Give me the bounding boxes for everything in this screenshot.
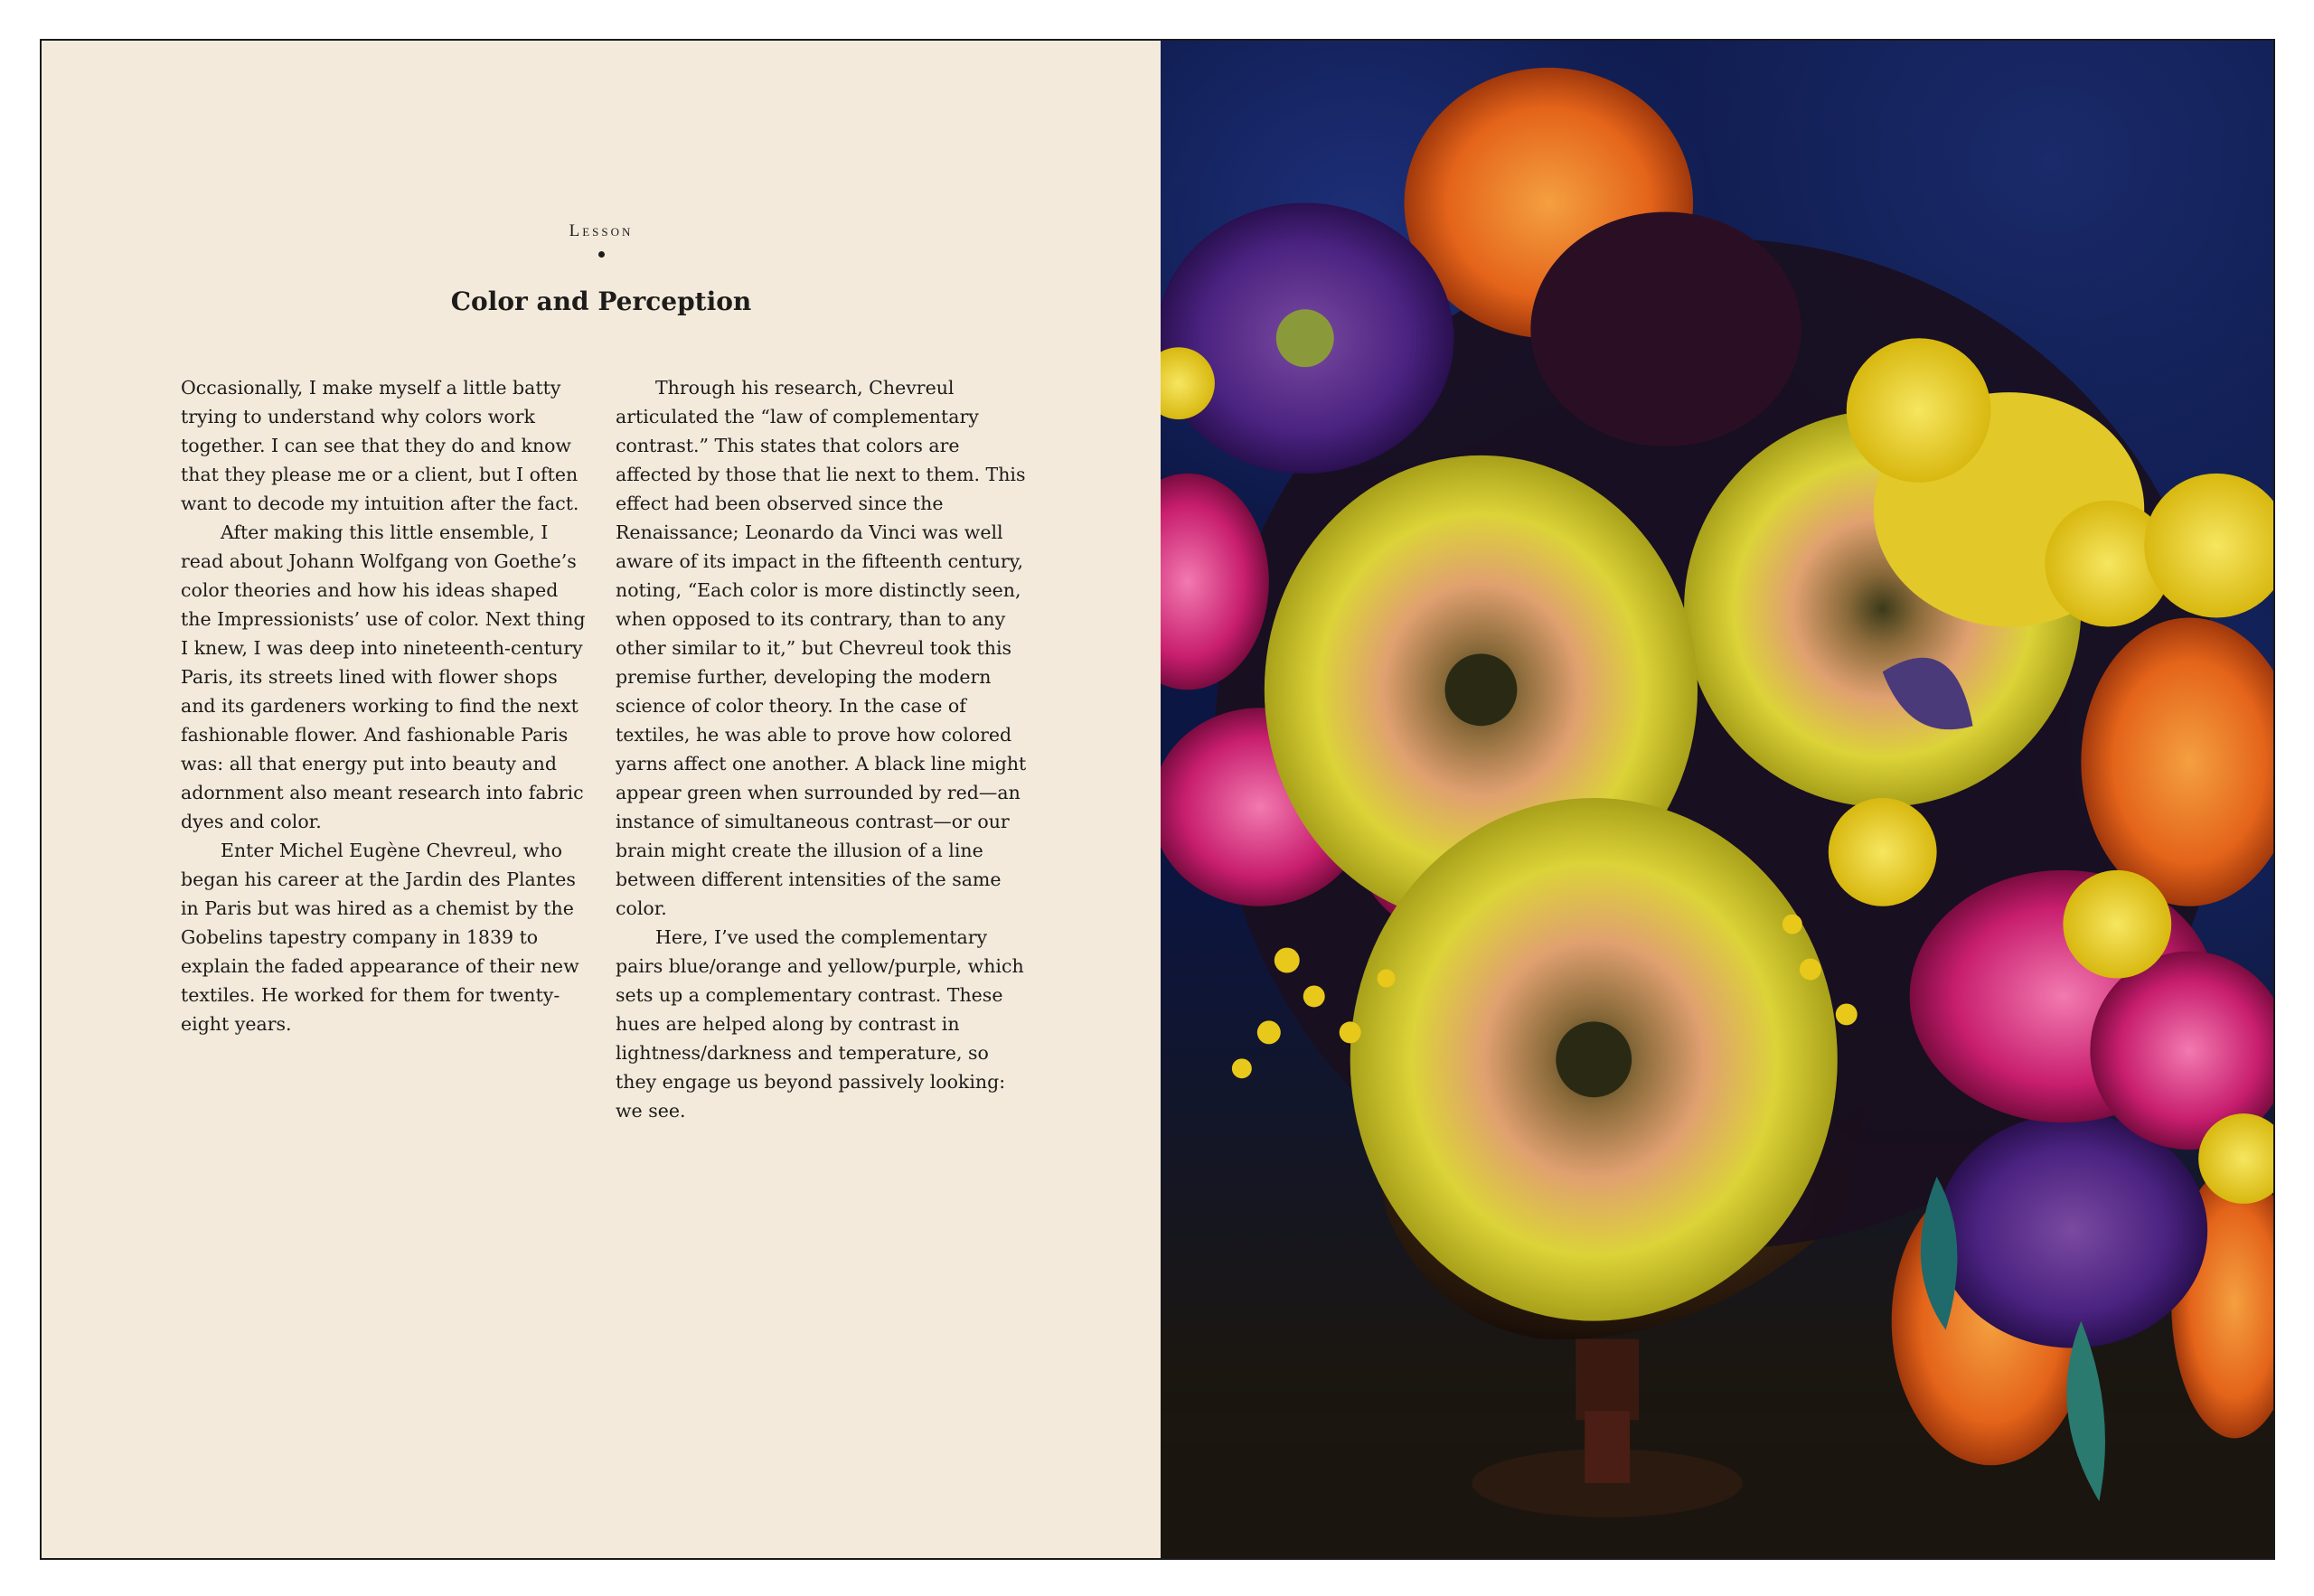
section-eyebrow: Lesson	[569, 221, 634, 240]
bullet-ornament	[598, 251, 605, 258]
paragraph: Through his research, Chevreul articulated the “law of complementary contrast.” This states that colors are affected by those that lie next to them. This effect had been observed since the Renaissance; Leonardo da Vinci was well aware of its impact in the fifteenth century, noting, “Each color is more distinctly seen, when opposed to its contrary, than to any other similar to it,” but Chevreul took this premise further, developing the modern science of color theory. In the case of textiles, he was able to prove how colored yarns affect one another. A black line might appear green when surrounded by red—an instance of simultaneous contrast—or our brain might create the illusion of a line between different intensities of the same color.	[616, 377, 1027, 919]
flower-photo	[1161, 41, 2273, 1558]
flower-arrangement-illustration	[1161, 41, 2273, 1558]
page-title: Color and Perception	[450, 286, 752, 316]
text-column-left	[181, 373, 592, 1038]
paragraph: Occasionally, I make myself a little batty trying to understand why colors work together. I can see that they do and know that they please me or a client, but I often want to decode my intuition after the fact.	[181, 377, 579, 514]
text-column-right	[616, 373, 1027, 1125]
text-page	[42, 41, 1161, 1558]
paragraph: Enter Michel Eugène Chevreul, who began his career at the Jardin des Plantes in Paris but was hired as a chemist by the Gobelins tapestry company in 1839 to explain the faded appearance of their new textiles. He worked for them for twenty-eight years.	[181, 840, 579, 1035]
book-spread	[40, 39, 2275, 1560]
paragraph: Here, I’ve used the complementary pairs blue/orange and yellow/purple, which sets up a complementary contrast. These hues are helped along by contrast in lightness/darkness and temperature, so they engage us beyond passively looking: we see.	[616, 926, 1024, 1122]
paragraph: After making this little ensemble, I read about Johann Wolfgang von Goethe’s color theories and how his ideas shaped the Impressionists’ use of color. Next thing I knew, I was deep into nineteenth-century Paris, its streets lined with flower shops and its gardeners working to find the next fashionable flower. And fashionable Paris was: all that energy put into beauty and adornment also meant research into fabric dyes and color.	[181, 521, 586, 832]
